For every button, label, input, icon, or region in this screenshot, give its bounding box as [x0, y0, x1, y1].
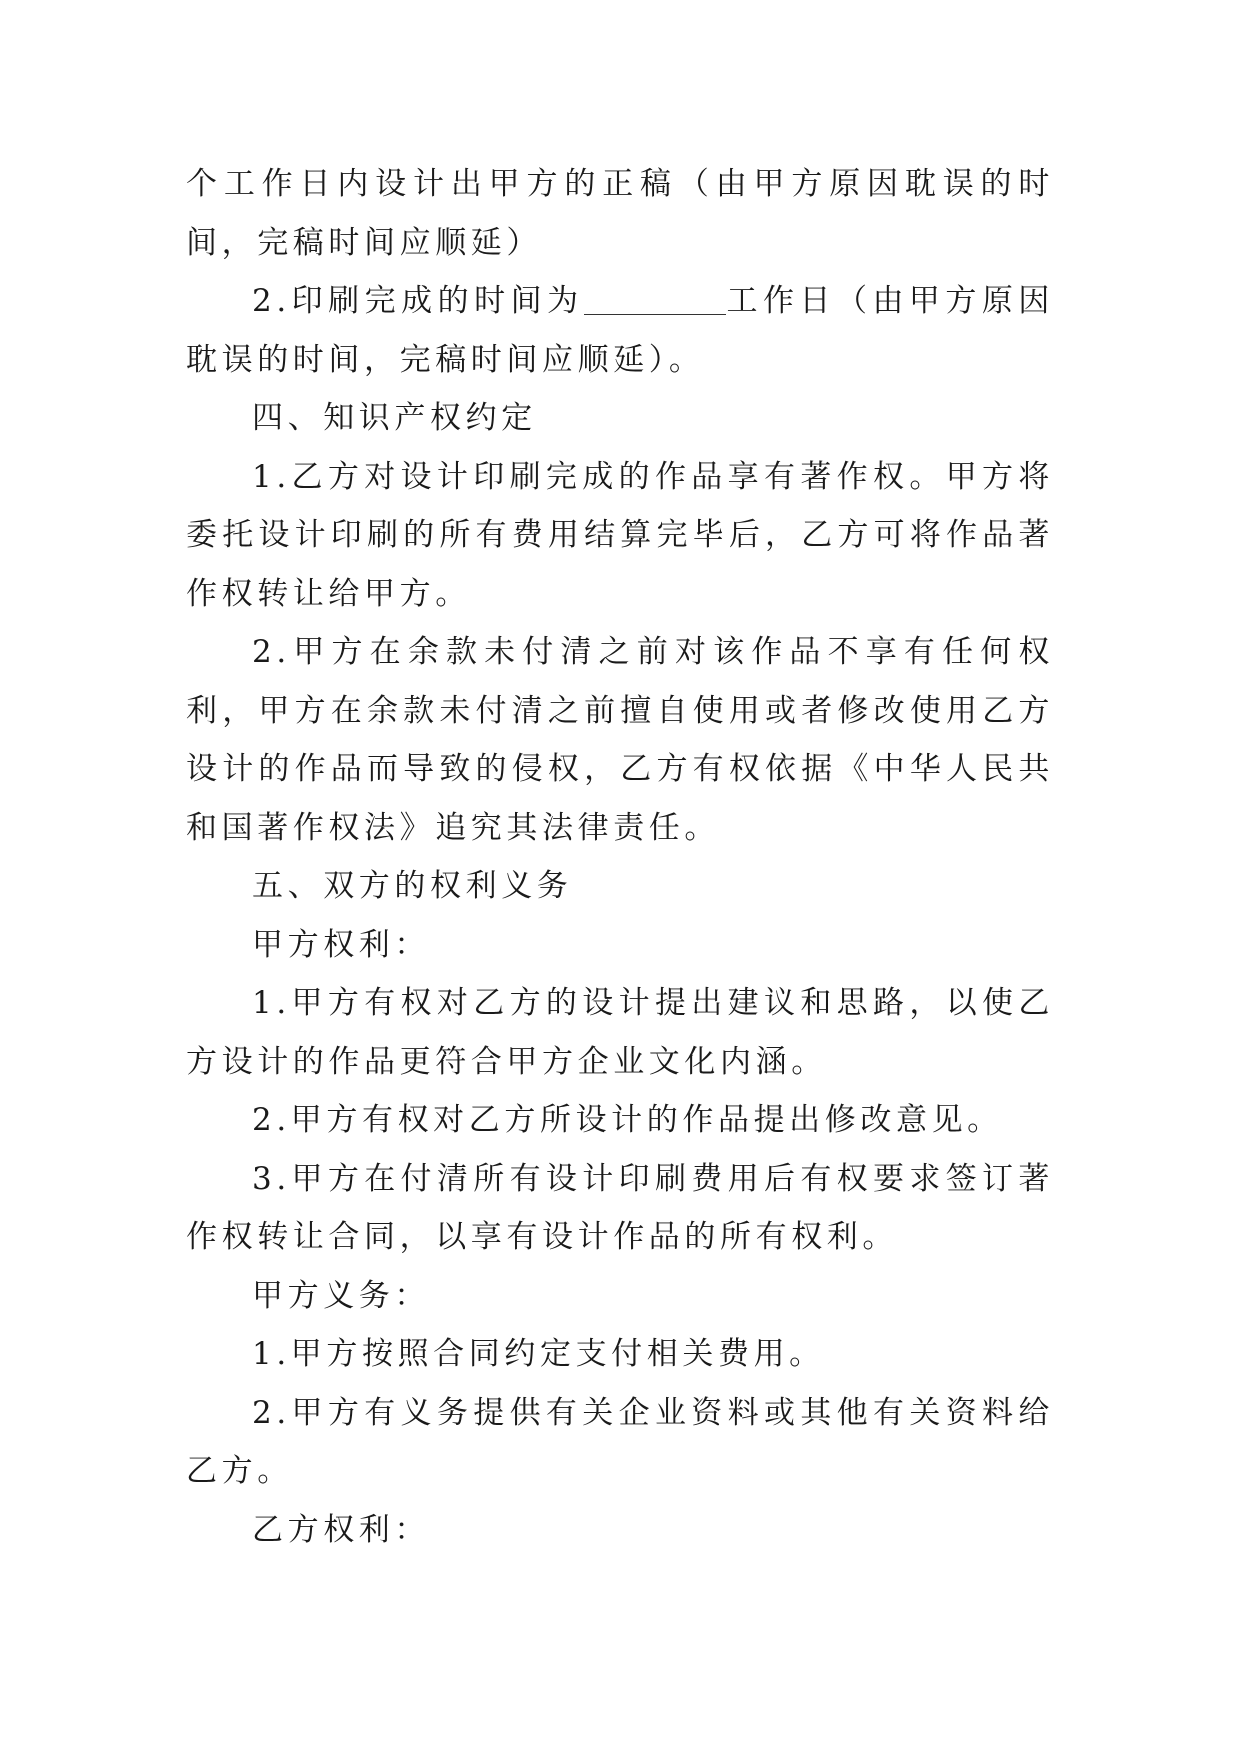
paragraph-party-a-duty-2: 2.甲方有义务提供有关企业资料或其他有关资料给乙方。 [186, 1394, 1054, 1489]
paragraph-continuation: 个工作日内设计出甲方的正稿（由甲方原因耽误的时间，完稿时间应顺延） [186, 166, 1054, 261]
paragraph-ip-clause-2: 2.甲方在余款未付清之前对该作品不享有任何权利，甲方在余款未付清之前擅自使用或者修改使用乙方设计的作品而导致的侵权，乙方有权依据《中华人民共和国著作权法》追究其法律责任。 [186, 634, 1054, 846]
fill-in-blank [584, 283, 726, 315]
paragraph-party-a-right-3: 3.甲方在付清所有设计印刷费用后有权要求签订著作权转让合同，以享有设计作品的所有权利。 [186, 1160, 1054, 1255]
print-time-text-after: 工作日（由甲方原因耽误的时间，完稿时间应顺延）。 [186, 283, 1055, 378]
paragraph-ip-clause-1: 1.乙方对设计印刷完成的作品享有著作权。甲方将委托设计印刷的所有费用结算完毕后，乙方可将作品著作权转让给甲方。 [186, 458, 1054, 612]
paragraph-print-time [186, 272, 1054, 389]
print-time-text-before: 2.印刷完成的时间为 [252, 283, 584, 319]
document-body [186, 155, 1054, 1559]
subheading-party-a-duties: 甲方义务： [252, 1277, 430, 1314]
paragraph-party-a-right-1: 1.甲方有权对乙方的设计提出建议和思路，以使乙方设计的作品更符合甲方企业文化内涵。 [186, 985, 1054, 1080]
subheading-party-b-rights: 乙方权利： [252, 1511, 430, 1548]
paragraph-party-a-duty-1: 1.甲方按照合同约定支付相关费用。 [252, 1336, 825, 1372]
section-heading-ip: 四、知识产权约定 [252, 400, 537, 436]
paragraph-party-a-right-2: 2.甲方有权对乙方所设计的作品提出修改意见。 [252, 1102, 1003, 1138]
subheading-party-a-rights: 甲方权利： [252, 926, 430, 963]
section-heading-rights-duties: 五、双方的权利义务 [252, 868, 573, 904]
